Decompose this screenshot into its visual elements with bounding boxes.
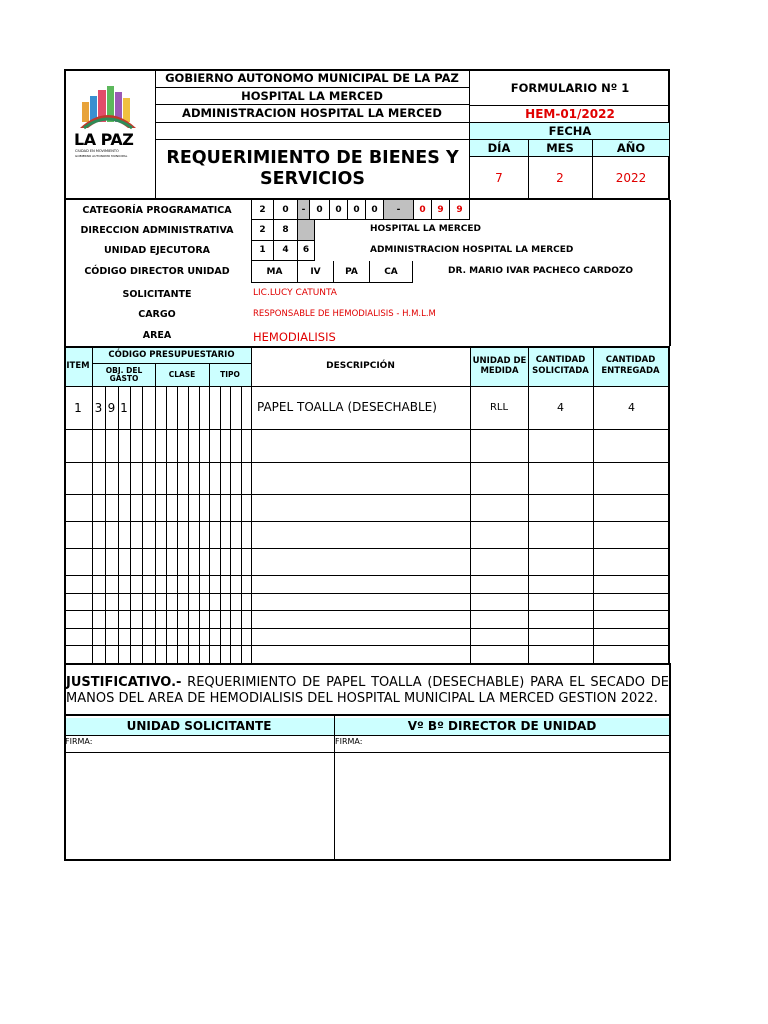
- mes-value: 2: [556, 171, 564, 185]
- logo-text: LA PAZ: [74, 130, 134, 149]
- header-line-1: GOBIERNO AUTONOMO MUNICIPAL DE LA PAZ: [165, 71, 459, 85]
- form-code: HEM-01/2022: [525, 106, 615, 121]
- director-name: DR. MARIO IVAR PACHECO CARDOZO: [448, 266, 634, 276]
- categoria-digit: 0: [414, 200, 432, 219]
- categoria-digit: 0: [366, 200, 384, 219]
- page-title: REQUERIMIENTO DE BIENES Y SERVICIOS: [166, 148, 459, 189]
- unidad-label: UNIDAD EJECUTORA: [103, 244, 211, 256]
- categoria-digit: 9: [456, 204, 463, 215]
- row-code-digit: 1: [120, 400, 128, 415]
- la-paz-logo: [70, 84, 150, 164]
- col-item: ITEM: [66, 361, 90, 371]
- justificativo-box: [64, 663, 671, 716]
- categoria-digit: 0: [274, 200, 298, 219]
- logo-subtext: CIUDAD EN MOVIMIENTO: [75, 149, 119, 153]
- categoria-digit: 2: [252, 200, 274, 219]
- direccion-digits: [251, 220, 315, 241]
- unidad-digit: 6: [302, 245, 310, 255]
- unidad-digits: [251, 240, 315, 261]
- row-entregada: 4: [628, 401, 635, 414]
- anio-label: AÑO: [616, 140, 646, 155]
- row-code-digit: 3: [94, 400, 103, 415]
- row-code-digit: 9: [107, 400, 116, 415]
- direccion-name: HOSPITAL LA MERCED: [370, 224, 481, 234]
- categoria-label: CATEGORÍA PROGRAMATICA: [82, 204, 232, 216]
- header-line-2: HOSPITAL LA MERCED: [241, 88, 383, 103]
- cargo-value: RESPONSABLE DE HEMODIALISIS - H.M.L.M: [253, 309, 436, 319]
- dia-value: 7: [495, 171, 503, 185]
- col-unidad: UNIDAD DE MEDIDA: [472, 356, 527, 376]
- anio-value: 2022: [615, 171, 647, 185]
- firma-right-label: FIRMA:: [335, 737, 363, 746]
- formulario-label: FORMULARIO Nº 1: [510, 81, 630, 95]
- col-tipo: TIPO: [220, 370, 240, 379]
- categoria-digit: -: [298, 200, 310, 219]
- director-unidad-title: Vº Bº DIRECTOR DE UNIDAD: [407, 718, 597, 733]
- categoria-digit: 0: [330, 200, 348, 219]
- col-entregada: CANTIDAD ENTREGADA: [601, 355, 660, 376]
- col-solicitada: CANTIDAD SOLICITADA: [532, 355, 589, 376]
- mes-label: MES: [546, 140, 574, 155]
- categoria-digit: 0: [348, 200, 366, 219]
- direccion-label: DIRECCION ADMINISTRATIVA: [80, 224, 234, 236]
- area-value: HEMODIALISIS: [253, 330, 336, 344]
- categoria-digit: 0: [310, 200, 330, 219]
- justificativo-text: [66, 675, 669, 707]
- cargo-label: CARGO: [138, 308, 176, 320]
- signature-area-right[interactable]: [335, 753, 669, 859]
- dia-label: DÍA: [487, 140, 511, 155]
- codigo-cell: MA: [252, 261, 298, 282]
- firma-left-label: FIRMA:: [65, 737, 93, 746]
- codigo-cell: PA: [334, 261, 370, 282]
- col-clase: CLASE: [168, 370, 196, 379]
- col-descripcion: DESCRIPCIÓN: [326, 361, 395, 371]
- solicitante-label: SOLICITANTE: [122, 288, 192, 300]
- justificativo-body: REQUERIMIENTO DE PAPEL TOALLA (DESECHABLE) PARA EL SECADO DE MANOS DEL AREA DE HEMODIALISIS DEL HOSPITAL MUNICIPAL LA MERCED GESTION 2022.: [66, 675, 669, 706]
- categoria-digits: [251, 200, 470, 220]
- direccion-digit: 2: [252, 220, 274, 240]
- direccion-digit: 8: [274, 220, 298, 240]
- codigo-cell: IV: [298, 261, 334, 282]
- codigo-cell: CA: [384, 266, 398, 277]
- col-obj: OBJ. DEL GASTO: [105, 365, 143, 383]
- row-unit: RLL: [489, 402, 509, 413]
- area-label: AREA: [142, 329, 172, 341]
- logo-subtext-2: GOBIERNO AUTONOMO MUNICIPAL: [75, 154, 128, 158]
- categoria-digit: -: [384, 200, 414, 219]
- unidad-digit: 1: [252, 240, 274, 260]
- justificativo-label: JUSTIFICATIVO.-: [66, 675, 182, 690]
- unidad-name: ADMINISTRACION HOSPITAL LA MERCED: [370, 245, 574, 255]
- fecha-label: FECHA: [548, 123, 592, 138]
- header-line-3: ADMINISTRACION HOSPITAL LA MERCED: [182, 106, 442, 120]
- solicitante-value: LIC.LUCY CATUNTA: [253, 288, 337, 298]
- row-solicitada: 4: [557, 401, 564, 414]
- codigo-director-label: CÓDIGO DIRECTOR UNIDAD: [84, 266, 230, 277]
- codigo-director-cells: [251, 261, 413, 283]
- col-codigo: CÓDIGO PRESUPUESTARIO: [108, 349, 235, 360]
- unidad-digit: 4: [274, 240, 298, 260]
- categoria-digit: 9: [432, 200, 450, 219]
- row-item: 1: [74, 400, 82, 415]
- unidad-solicitante-title: UNIDAD SOLICITANTE: [126, 718, 272, 733]
- row-description: PAPEL TOALLA (DESECHABLE): [257, 400, 437, 414]
- signature-area-left[interactable]: [65, 753, 333, 859]
